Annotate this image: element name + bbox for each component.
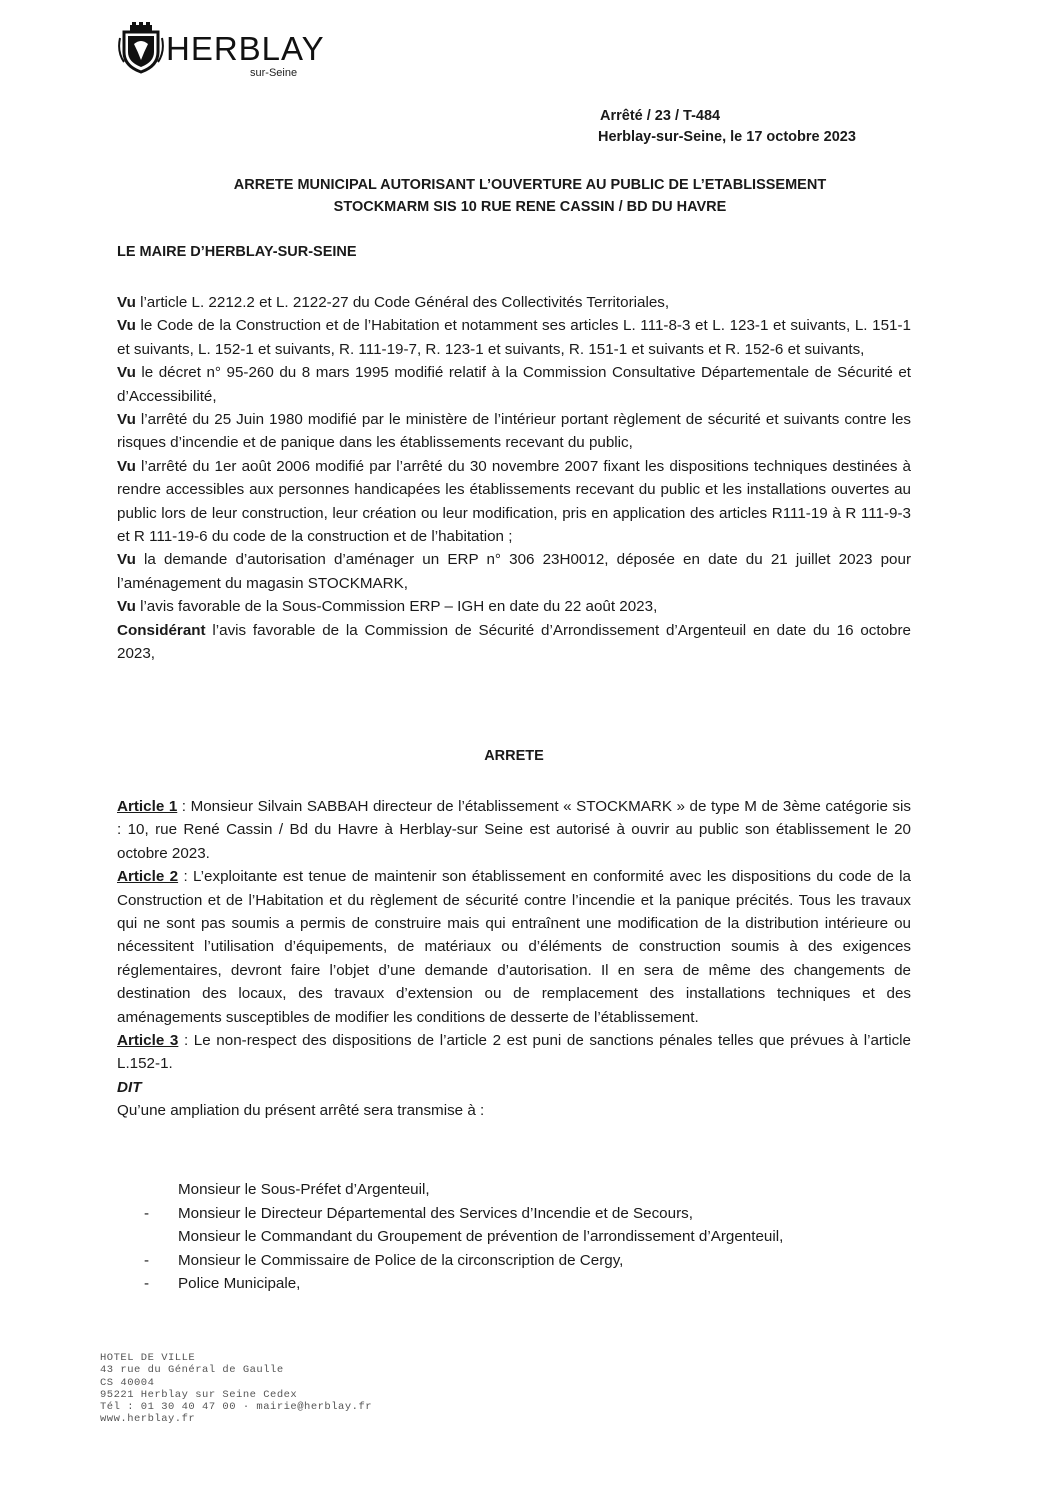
article-2: Article 2 : L’exploitante est tenue de maintenir son établissement en conformité avec les dispositions du code de la Construction et de l’Habitation et du règlement de sécurité contre l’incendie et la panique précités. Tous les travaux qui ne sont pas soumis a permis de construire mais qui entraînent une modification de la distribution intérieure ou nécessitent l’utilisation d’équipements, de matériaux ou d’éléments de construction soumis à des exigences réglementaires, devront faire l’objet d’une demande d’autorisation. Il en sera de même des changements de destination des locaux, des travaux d’extension ou de remplacement des installations techniques et des aménagements susceptibles de modifier les conditions de desserte de l’établissement.	[117, 868, 911, 1026]
distribution-list	[140, 1178, 783, 1296]
visa-item: Vu le Code de la Construction et de l’Habitation et notamment ses articles L. 111-8-3 et L. 123-1 et suivants, L. 151-1 et suivants, L. 152-1 et suivants, R. 111-19-7, R. 123-1 et suivants, R. 151-1 et suivants et R. 152-6 et suivants,	[117, 317, 911, 358]
place-date: Herblay-sur-Seine, le 17 octobre 2023	[598, 129, 856, 145]
list-item: Monsieur le Sous-Préfet d’Argenteuil,	[178, 1181, 430, 1198]
title-line-2: STOCKMARM SIS 10 RUE RENE CASSIN / BD DU HAVRE	[333, 199, 727, 215]
title-line-1: ARRETE MUNICIPAL AUTORISANT L’OUVERTURE AU PUBLIC DE L’ETABLISSEMENT	[233, 177, 827, 193]
footer-line: 43 rue du Général de Gaulle	[100, 1364, 284, 1377]
visas-section	[117, 291, 911, 666]
footer-line: CS 40004	[100, 1376, 155, 1389]
list-item: - Monsieur le Commissaire de Police de la circonscription de Cergy,	[144, 1251, 624, 1269]
logo-subtitle: sur-Seine	[250, 67, 298, 79]
arrete-number: Arrêté / 23 / T-484	[600, 108, 721, 124]
articles-section	[117, 795, 911, 1141]
visa-item: Vu l’avis favorable de la Sous-Commission ERP – IGH en date du 22 août 2023,	[117, 598, 658, 616]
footer-line: Tél : 01 30 40 47 00 · mairie@herblay.fr	[100, 1401, 373, 1414]
visa-item: Considérant l’avis favorable de la Commission de Sécurité d’Arrondissement d’Argenteuil en date du 16 octobre 2023,	[117, 621, 911, 663]
visa-item: Vu l’article L. 2212.2 et L. 2122-27 du Code Général des Collectivités Territoriales,	[117, 294, 670, 311]
article-3: Article 3 : Le non-respect des dispositions de l’article 2 est puni de sanctions pénales telles que prévues à l’article L.152-1.	[117, 1032, 911, 1073]
document-title	[130, 174, 930, 218]
visa-item: Vu l’arrêté du 1er août 2006 modifié par l’arrêté du 30 novembre 2007 fixant les dispositions techniques destinées à rendre accessibles aux personnes handicapées les établissements recevant du public et les installations ouvertes au public lors de leur construction, leur création ou leur modification, pris en application des articles R111-19 à R 111-9-3 et R 111-19-6 du code de la construction et de l’habitation ;	[117, 457, 911, 546]
logo-name: HERBLAY	[166, 30, 325, 67]
footer-line: HOTEL DE VILLE	[100, 1352, 196, 1364]
article-1: Article 1 : Monsieur Silvain SABBAH directeur de l’établissement « STOCKMARK » de type M de 3ème catégorie sis : 10, rue René Cassin / Bd du Havre à Herblay-sur Seine est autorisé à ouvrir au public son établissement le 20 octobre 2023.	[117, 798, 911, 862]
footer-address	[100, 1352, 372, 1426]
footer-line: 95221 Herblay sur Seine Cedex	[100, 1388, 298, 1401]
dit-heading: DIT	[117, 1078, 142, 1096]
ampliation-text: Qu’une ampliation du présent arrêté sera transmise à :	[117, 1102, 485, 1120]
coat-of-arms-icon	[118, 22, 164, 74]
visa-item: Vu la demande d’autorisation d’aménager un ERP n° 306 23H0012, déposée en date du 21 juillet 2023 pour l’aménagement du magasin STOCKMARK,	[117, 551, 911, 592]
visa-item: Vu le décret n° 95-260 du 8 mars 1995 modifié relatif à la Commission Consultative Départementale de Sécurité et d’Accessibilité,	[117, 364, 911, 405]
list-item: Monsieur le Commandant du Groupement de prévention de l’arrondissement d’Argenteuil,	[178, 1228, 784, 1246]
arrete-heading: ARRETE	[484, 748, 544, 764]
herblay-logo	[118, 22, 348, 80]
list-item: - Monsieur le Directeur Départemental des Services d’Incendie et de Secours,	[144, 1204, 693, 1222]
mayor-heading: LE MAIRE D’HERBLAY-SUR-SEINE	[117, 244, 357, 260]
visa-item: Vu l’arrêté du 25 Juin 1980 modifié par le ministère de l’intérieur portant règlement de sécurité et suivants contre les risques d’incendie et de panique dans les établissements recevant du public,	[117, 411, 911, 452]
list-item: - Police Municipale,	[144, 1275, 301, 1293]
footer-line: www.herblay.fr	[100, 1413, 196, 1426]
reference-block	[598, 106, 856, 148]
